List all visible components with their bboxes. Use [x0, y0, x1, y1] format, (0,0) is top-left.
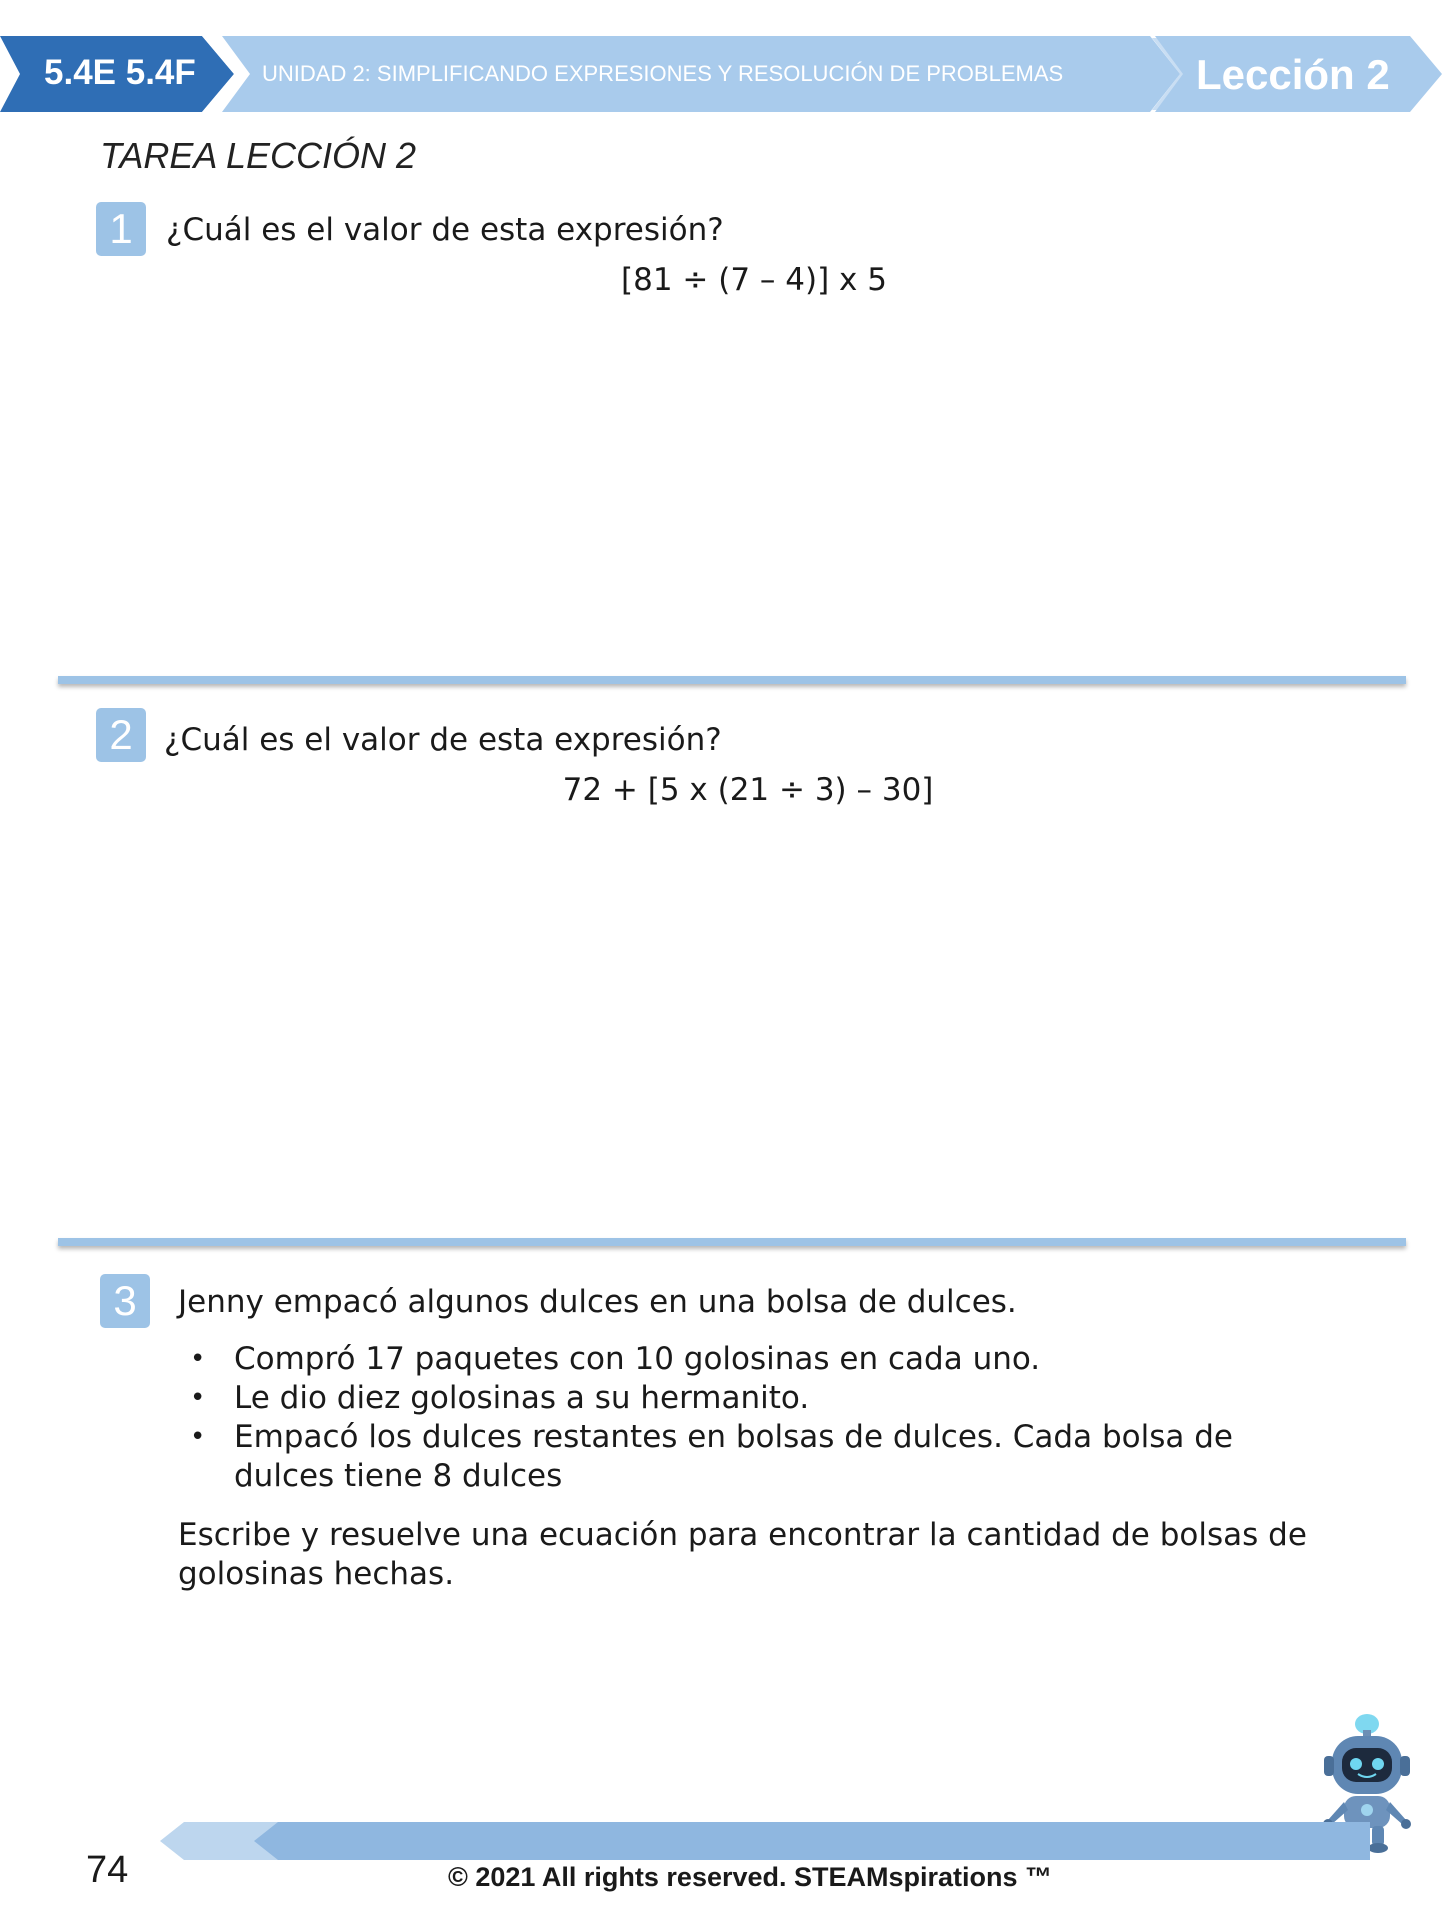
problem-3-bullet: • Compró 17 paquetes con 10 golosinas en cada uno. — [180, 1340, 1320, 1379]
problem-1-number-badge: 1 — [96, 202, 146, 256]
standard-code: 5.4E 5.4F — [44, 53, 196, 92]
problem-1-question: ¿Cuál es el valor de esta expresión? — [166, 212, 724, 248]
page-number: 74 — [86, 1849, 129, 1891]
problem-3-instruction: Escribe y resuelve una ecuación para encontrar la cantidad de bolsas de golosinas hechas. — [178, 1517, 1307, 1592]
problem-3-number-badge: 3 — [100, 1274, 150, 1328]
homework-title: TAREA LECCIÓN 2 — [100, 135, 417, 176]
problem-1-expression: [81 ÷ (7 – 4)] x 5 — [621, 262, 887, 298]
problem-3-bullet: • Le dio diez golosinas a su hermanito. — [180, 1379, 1320, 1418]
problem-2-question: ¿Cuál es el valor de esta expresión? — [164, 722, 722, 758]
footer-bar — [160, 1822, 1370, 1860]
problem-3-bullet: • Empacó los dulces restantes en bolsas de dulces. Cada bolsa de dulces tiene 8 dulces — [180, 1418, 1274, 1496]
lesson-label: Lección 2 — [1196, 51, 1390, 98]
problem-2-expression: 72 + [5 x (21 ÷ 3) – 30] — [562, 772, 934, 808]
problem-3-bullet-list — [180, 1340, 1320, 1496]
copyright-notice: © 2021 All rights reserved. STEAMspirations ™ — [447, 1862, 1053, 1892]
section-divider-1 — [58, 676, 1406, 684]
section-divider-2 — [58, 1238, 1406, 1246]
problem-2-number-badge: 2 — [96, 708, 146, 762]
unit-title: UNIDAD 2: SIMPLIFICANDO EXPRESIONES Y RESOLUCIÓN DE PROBLEMAS — [262, 61, 1064, 86]
problem-3-intro: Jenny empacó algunos dulces en una bolsa de dulces. — [178, 1284, 1017, 1320]
